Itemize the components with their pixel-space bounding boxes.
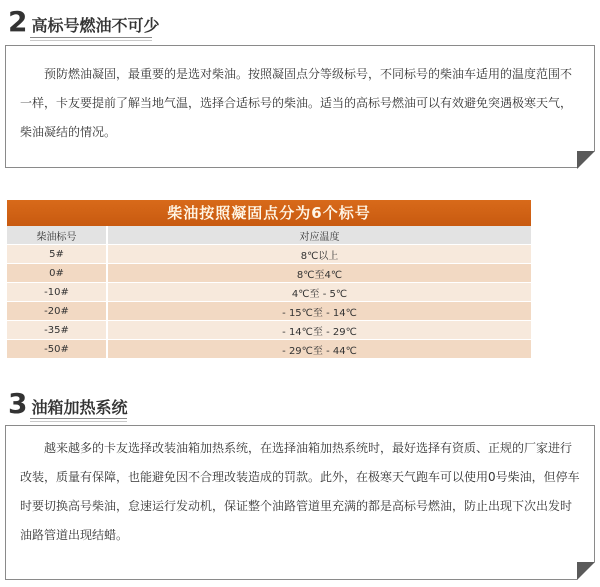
temperature-cell: 8℃以上 — [107, 245, 531, 264]
section-3-underline — [30, 418, 127, 419]
table-header-row — [7, 226, 531, 245]
section-2-number: 2 — [8, 5, 28, 38]
table-header-grade: 柴油标号 — [7, 226, 107, 245]
temperature-cell: 4℃至 - 5℃ — [107, 283, 531, 302]
table-title: 柴油按照凝固点分为6个标号 — [7, 200, 531, 226]
grade-cell: -10# — [7, 283, 107, 302]
grade-cell: -35# — [7, 321, 107, 340]
section-2-card — [5, 45, 595, 168]
section-2-underline — [30, 37, 152, 38]
section-3-title: 油箱加热系统 — [31, 398, 128, 417]
section-2-title: 高标号燃油不可少 — [31, 16, 160, 35]
section-2-header — [8, 6, 160, 36]
table-row — [7, 264, 531, 283]
diesel-grade-table — [7, 200, 531, 359]
table-header-temperature: 对应温度 — [107, 226, 531, 245]
grade-cell: -50# — [7, 340, 107, 359]
temperature-cell: - 14℃至 - 29℃ — [107, 321, 531, 340]
temperature-cell: - 29℃至 - 44℃ — [107, 340, 531, 359]
table-row — [7, 245, 531, 264]
section-2-card-corner-shadow — [577, 151, 595, 169]
section-3-underline-thin — [30, 421, 127, 422]
temperature-cell: 8℃至4℃ — [107, 264, 531, 283]
table-row — [7, 283, 531, 302]
section-3-card — [5, 425, 595, 580]
table-row — [7, 302, 531, 321]
section-3-paragraph: 越来越多的卡友选择改装油箱加热系统，在选择油箱加热系统时，最好选择有资质、正规的厂家进行改装，质量有保障，也能避免因不合理改装造成的罚款。此外，在极寒天气跑车可以使用0号柴油，但停车时要切换高号柴油，怠速运行发动机，保证整个油路管道里充满的都是高标号燃油，防止出现下次出发时油路管道出现结蜡。 — [20, 441, 580, 542]
section-3-header — [8, 388, 128, 418]
table-row — [7, 340, 531, 359]
section-2-underline-thin — [30, 40, 152, 41]
section-3-card-corner-shadow — [577, 562, 595, 580]
table-row — [7, 321, 531, 340]
grade-cell: 5# — [7, 245, 107, 264]
temperature-cell: - 15℃至 - 14℃ — [107, 302, 531, 321]
section-2-paragraph: 预防燃油凝固，最重要的是选对柴油。按照凝固点分等级标号，不同标号的柴油车适用的温度范围不一样，卡友要提前了解当地气温，选择合适标号的柴油。适当的高标号燃油可以有效避免突遇极寒天气，柴油凝结的情况。 — [20, 67, 573, 139]
grade-table — [7, 226, 531, 359]
section-3-number: 3 — [8, 387, 28, 420]
grade-cell: -20# — [7, 302, 107, 321]
grade-cell: 0# — [7, 264, 107, 283]
